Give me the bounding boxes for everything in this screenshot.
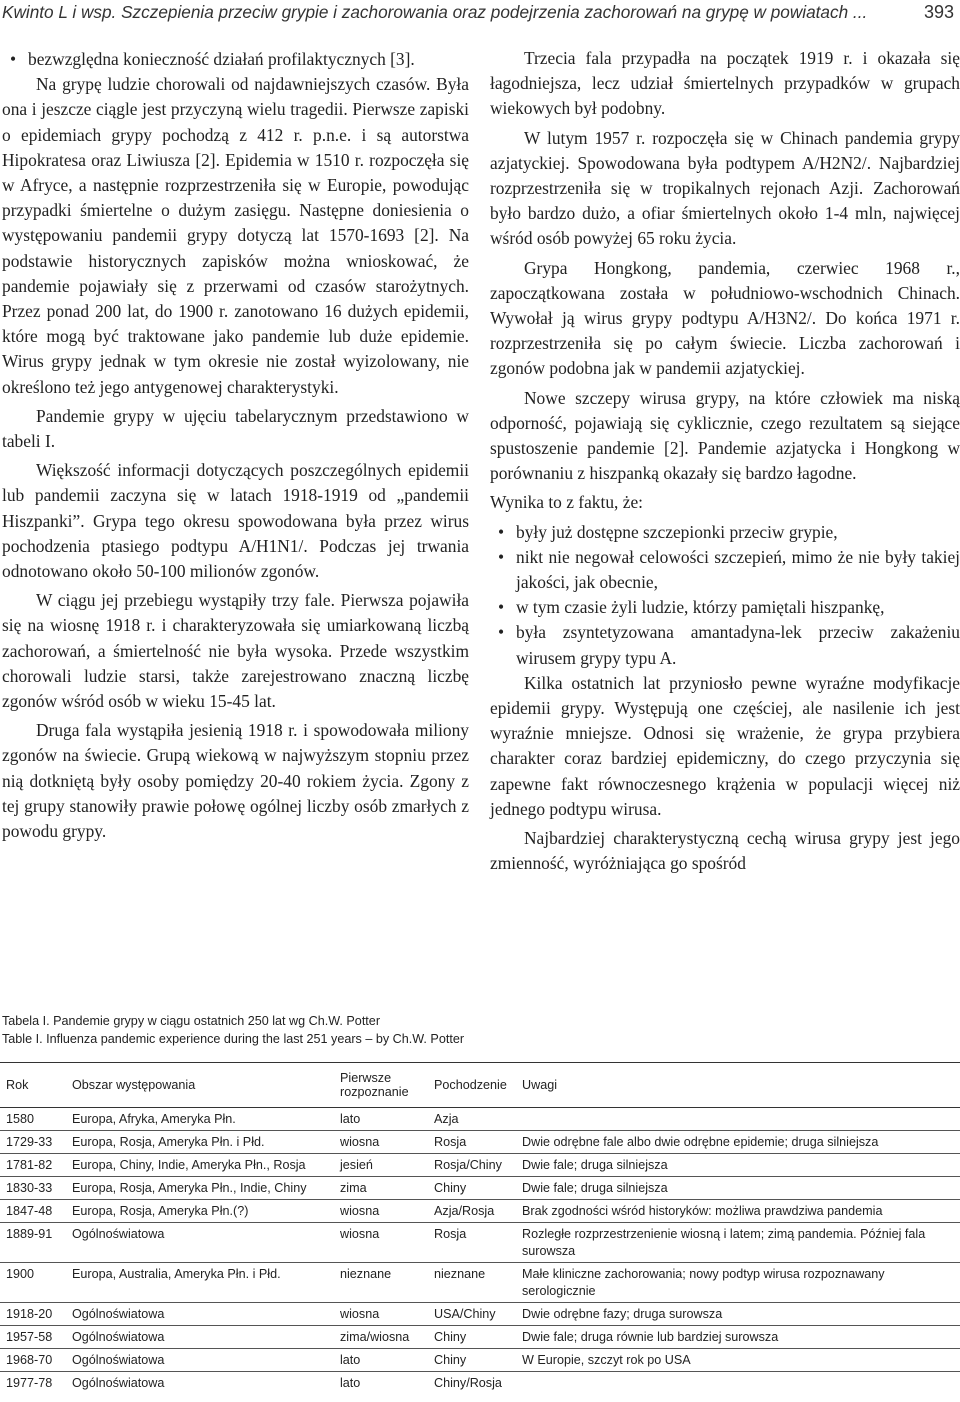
table-row [0, 1263, 960, 1303]
table-row [0, 1177, 960, 1200]
left-bullet-list [2, 47, 469, 72]
cell-year: 1900 [6, 1267, 35, 1281]
running-title: Kwinto L i wsp. Szczepienia przeciw grypie i zachorowania oraz podejrzenia zachorowań na grypę w powiatach ... [2, 2, 868, 22]
cell-first-recognition: wiosna [340, 1307, 380, 1321]
running-header [2, 2, 954, 28]
table-row [0, 1200, 960, 1223]
paragraph: W ciągu jej przebiegu wystąpiły trzy fale. Pierwsza pojawiła się na wiosnę 1918 r. i charakteryzowała się umiarkowaną liczbą zachorowań, a śmiertelność nie była wysoka. Przede wszystkim chorowali ludzie starsi, także zarejestrowano znaczną liczbę zgonów wśród osób w wieku 15-45 lat. [2, 590, 469, 712]
cell-notes: Brak zgodności wśród historyków: możliwa prawdziwa pandemia [522, 1204, 883, 1218]
cell-first-recognition: lato [340, 1376, 361, 1390]
cell-year: 1847-48 [6, 1204, 53, 1218]
cell-first-recognition: lato [340, 1112, 361, 1126]
cell-area: Europa, Rosja, Ameryka Płn.(?) [72, 1204, 249, 1218]
table-header-row [0, 1063, 960, 1108]
cell-origin: nieznane [434, 1267, 486, 1281]
cell-notes: W Europie, szczyt rok po USA [522, 1353, 691, 1367]
table-row [0, 1372, 960, 1395]
paragraph: Na grypę ludzie chorowali od najdawniejszych czasów. Była ona i jeszcze ciągle jest przyczyną wielu tragedii. Pierwsze zapiski o epidemiach grypy pochodzą z 412 r. p.n.e. i są autorstwa Hipokratesa oraz Liwiusza [2]. Epidemia w 1510 r. rozpoczęła się w Afryce, a następnie rozprzestrzeniła się w Europie, powodując przypadki śmiertelne o dużym zasięgu. Następne doniesienia o występowaniu pandemii grypy dotyczą lat 1570-1693 [2]. Na podstawie historycznych zapisków można wnioskować, że pandemie pojawiały się z przerwami od czasów starożytnych. Przez ponad 200 lat, do 1900 r. zanotowano 16 dużych epidemii, które mogą być traktowane jako pandemie lub duże epidemie. Wirus grypy jednak w tym okresie nie został wyizolowany, nie określono też jego antygenowej charakterystyki. [2, 74, 469, 397]
cell-area: Ogólnoświatowa [72, 1376, 165, 1390]
column-header-origin: Pochodzenie [434, 1078, 507, 1092]
paragraph: W lutym 1957 r. rozpoczęła się w Chinach pandemia grypy azjatyckiej. Spowodowana była podtypem A/H2N2/. Najbardziej rozprzestrzeniła się w tropikalnych rejonach Azji. Zachorowań było bardzo dużo, a ofiar śmiertelnych około 1-4 mln, najwięcej wśród osób powyżej 65 roku życia. [490, 127, 960, 249]
page-number: 393 [923, 2, 954, 22]
cell-area: Ogólnoświatowa [72, 1353, 165, 1367]
cell-origin: Azja/Rosja [434, 1204, 495, 1218]
cell-year: 1580 [6, 1112, 35, 1126]
cell-first-recognition: wiosna [340, 1227, 380, 1241]
list-intro: Wynika to z faktu, że: [490, 492, 643, 513]
column-header-area: Obszar występowania [72, 1078, 196, 1092]
table-row [0, 1131, 960, 1154]
cell-origin: Chiny [434, 1353, 467, 1367]
list-item: • były już dostępne szczepionki przeciw grypie, [490, 520, 960, 545]
cell-area: Europa, Australia, Ameryka Płn. i Płd. [72, 1267, 281, 1281]
right-column [490, 46, 960, 881]
cell-year: 1830-33 [6, 1181, 53, 1195]
column-header-year: Rok [6, 1078, 29, 1092]
paragraph: Nowe szczepy wirusa grypy, na które człowiek ma niską odporność, pojawiają się cyklicznie, czego rezultatem są siejące spustoszenie pandemie [2]. Pandemie azjatycka i Hongkong w porównaniu z hiszpanką okazały się bardzo łagodne. [490, 387, 960, 484]
column-header-first-recognition: Pierwsze rozpoznanie [340, 1071, 409, 1099]
cell-first-recognition: wiosna [340, 1135, 380, 1149]
cell-area: Ogólnoświatowa [72, 1307, 165, 1321]
cell-notes [518, 1108, 960, 1131]
cell-origin: Chiny [434, 1330, 467, 1344]
table-row [0, 1326, 960, 1349]
cell-year: 1977-78 [6, 1376, 53, 1390]
cell-notes: Dwie fale; druga silniejsza [522, 1181, 668, 1195]
cell-first-recognition: lato [340, 1353, 361, 1367]
cell-area: Europa, Rosja, Ameryka Płn., Indie, Chiny [72, 1181, 307, 1195]
paragraph: Druga fala wystąpiła jesienią 1918 r. i spowodowała miliony zgonów na świecie. Grupą wiekową w najwyższym stopniu przez nią dotkniętą były osoby pomiędzy 20-40 rokiem życia. Zgony z tej grupy stanowiły prawie połowę ogólnej liczby osób zmarłych z powodu grypy. [2, 720, 469, 842]
cell-first-recognition: wiosna [340, 1204, 380, 1218]
list-item: • bezwzględna konieczność działań profilaktycznych [3]. [2, 47, 469, 72]
cell-notes: Rozległe rozprzestrzenienie wiosną i latem; zimą pandemia. Później fala surowsza [522, 1227, 926, 1258]
cell-origin: Rosja [434, 1227, 467, 1241]
cell-notes: Dwie fale; druga równie lub bardziej surowsza [522, 1330, 779, 1344]
table-caption-pl: Tabela I. Pandemie grypy w ciągu ostatnich 250 lat wg Ch.W. Potter [2, 1014, 381, 1028]
cell-first-recognition: nieznane [340, 1267, 392, 1281]
cell-origin: Chiny [434, 1181, 467, 1195]
cell-year: 1968-70 [6, 1353, 53, 1367]
list-item: • nikt nie negował celowości szczepień, mimo że nie były takiej jakości, jak obecnie, [490, 545, 960, 595]
paragraph: Pandemie grypy w ujęciu tabelarycznym przedstawiono w tabeli I. [2, 405, 469, 452]
list-item: • była zsyntetyzowana amantadyna-lek przeciw zakażeniu wirusem grypy typu A. [490, 620, 960, 670]
table-body [0, 1108, 960, 1395]
column-header-notes: Uwagi [522, 1078, 557, 1092]
cell-origin: Azja [434, 1112, 459, 1126]
paragraph: Grypa Hongkong, pandemia, czerwiec 1968 r., zapoczątkowana została w południowo-wschodnich Chinach. Wywołał ją wirus grypy podtypu A/H3N2/. Do końca 1971 r. rozprzestrzeniła się po całym świecie. Liczba zachorowań i zgonów podobna jak w pandemii azjatyckiej. [490, 257, 960, 379]
cell-area: Europa, Rosja, Ameryka Płn. i Płd. [72, 1135, 265, 1149]
cell-area: Ogólnoświatowa [72, 1227, 165, 1241]
cell-year: 1957-58 [6, 1330, 53, 1344]
cell-year: 1889-91 [6, 1227, 53, 1241]
cell-year: 1781-82 [6, 1158, 53, 1172]
cell-year: 1729-33 [6, 1135, 53, 1149]
cell-notes: Dwie odrębne fazy; druga surowsza [522, 1307, 723, 1321]
pandemic-table [0, 1062, 960, 1394]
cell-first-recognition: zima/wiosna [340, 1330, 410, 1344]
cell-first-recognition: jesień [340, 1158, 373, 1172]
cell-area: Ogólnoświatowa [72, 1330, 165, 1344]
cell-notes: Dwie fale; druga silniejsza [522, 1158, 668, 1172]
cell-origin: Chiny/Rosja [434, 1376, 502, 1390]
paragraph: Większość informacji dotyczących poszczególnych epidemii lub pandemii zaczyna się w latach 1918-1919 od „pandemii Hiszpanki”. Grypa tego okresu spowodowana była przez wirus pochodzenia ptasiego podtypu A/H1N1/. Podczas jej trwania odnotowano około 50-100 milionów zgonów. [2, 460, 469, 582]
cell-origin: Rosja/Chiny [434, 1158, 502, 1172]
paragraph: Trzecia fala przypadła na początek 1919 r. i okazała się łagodniejsza, lecz udział śmiertelnych przypadków w grupach wiekowych był podobny. [490, 48, 960, 119]
table-row [0, 1223, 960, 1263]
right-bullet-list [490, 520, 960, 671]
left-column [2, 47, 469, 848]
cell-first-recognition: zima [340, 1181, 367, 1195]
table-row [0, 1108, 960, 1131]
table-captions [2, 1012, 702, 1048]
paragraph: Kilka ostatnich lat przyniosło pewne wyraźne modyfikacje epidemii grypy. Występują one częściej, ale nasilenie ich jest wyraźnie mniejsze. Odnosi się wrażenie, że grypa przybiera charakter coraz bardziej epidemiczny, do czego przyczynia się zapewne fakt równoczesnego krążenia w populacji więcej niż jednego podtypu wirusa. [490, 672, 960, 819]
cell-notes: Małe kliniczne zachorowania; nowy podtyp wirusa rozpoznawany serologicznie [522, 1267, 885, 1298]
table-caption-en: Table I. Influenza pandemic experience during the last 251 years – by Ch.W. Potter [2, 1032, 465, 1046]
paragraph: Najbardziej charakterystyczną cechą wirusa grypy jest jego zmienność, wyróżniająca go spośród [490, 828, 960, 874]
cell-area: Europa, Chiny, Indie, Ameryka Płn., Rosja [72, 1158, 306, 1172]
cell-notes: Dwie odrębne fale albo dwie odrębne epidemie; druga silniejsza [522, 1135, 879, 1149]
cell-year: 1918-20 [6, 1307, 53, 1321]
cell-area: Europa, Afryka, Ameryka Płn. [72, 1112, 236, 1126]
cell-origin: Rosja [434, 1135, 467, 1149]
list-item: • w tym czasie żyli ludzie, którzy pamiętali hiszpankę, [490, 595, 960, 620]
table-row [0, 1154, 960, 1177]
table-row [0, 1303, 960, 1326]
table-row [0, 1349, 960, 1372]
cell-notes [518, 1372, 960, 1395]
cell-origin: USA/Chiny [434, 1307, 496, 1321]
